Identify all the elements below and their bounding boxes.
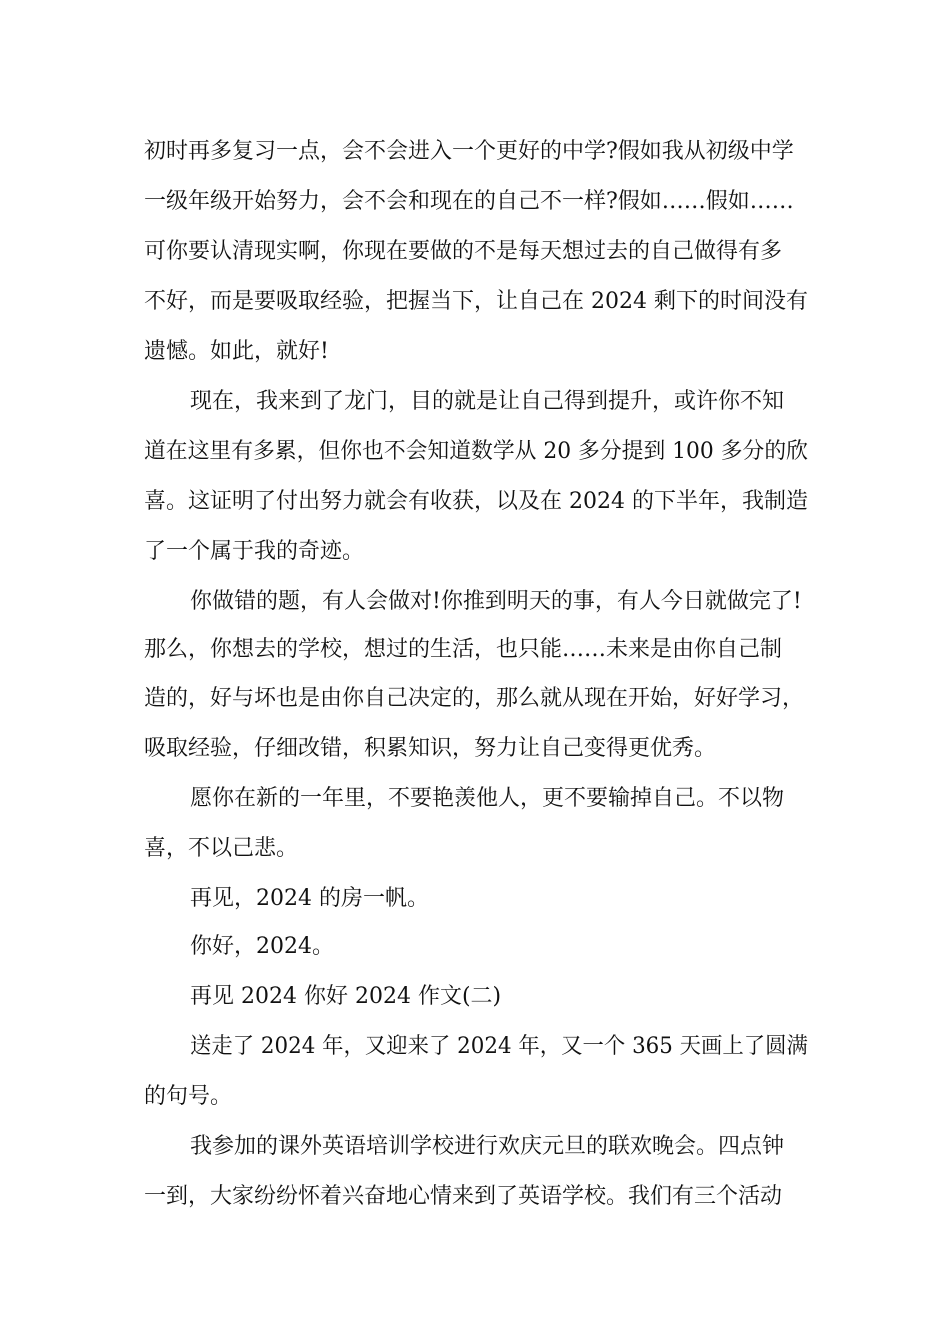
section-heading: 再见 2024 你好 2024 作文(二)	[190, 984, 502, 1009]
text-line: 喜，不以己悲。	[144, 836, 299, 861]
text-line: 可你要认清现实啊，你现在要做的不是每天想过去的自己做得有多	[144, 239, 783, 264]
paragraph-first-line: 我参加的课外英语培训学校进行欢庆元旦的联欢晚会。四点钟	[190, 1134, 785, 1159]
text-line: 初时再多复习一点，会不会进入一个更好的中学?假如我从初级中学	[144, 139, 794, 164]
text-line: 造的，好与坏也是由你自己决定的，那么就从现在开始，好好学习，	[144, 686, 805, 711]
paragraph-first-line: 送走了 2024 年，又迎来了 2024 年，又一个 365 天画上了圆满	[190, 1034, 808, 1059]
text-line: 一级年级开始努力，会不会和现在的自己不一样?假如……假如……	[144, 189, 794, 214]
text-line: 不好，而是要吸取经验，把握当下，让自己在 2024 剩下的时间没有	[144, 289, 808, 314]
text-line: 喜。这证明了付出努力就会有收获，以及在 2024 的下半年，我制造	[144, 489, 808, 514]
paragraph-first-line: 你做错的题，有人会做对!你推到明天的事，有人今日就做完了!	[190, 589, 802, 614]
paragraph-first-line: 愿你在新的一年里，不要艳羡他人，更不要输掉自己。不以物	[190, 786, 785, 811]
text-line: 吸取经验，仔细改错，积累知识，努力让自己变得更优秀。	[144, 736, 717, 761]
text-line: 一到，大家纷纷怀着兴奋地心情来到了英语学校。我们有三个活动	[144, 1184, 783, 1209]
text-line: 遗憾。如此，就好!	[144, 339, 329, 364]
text-line: 那么，你想去的学校，想过的生活，也只能……未来是由你自己制	[144, 637, 783, 662]
paragraph-first-line: 现在，我来到了龙门，目的就是让自己得到提升，或许你不知	[190, 389, 785, 414]
paragraph-first-line: 再见，2024 的房一帆。	[190, 886, 429, 911]
text-line: 的句号。	[144, 1084, 233, 1109]
paragraph-first-line: 你好，2024。	[190, 934, 334, 959]
text-line: 了一个属于我的奇迹。	[144, 539, 365, 564]
text-line: 道在这里有多累，但你也不会知道数学从 20 多分提到 100 多分的欣	[144, 439, 808, 464]
